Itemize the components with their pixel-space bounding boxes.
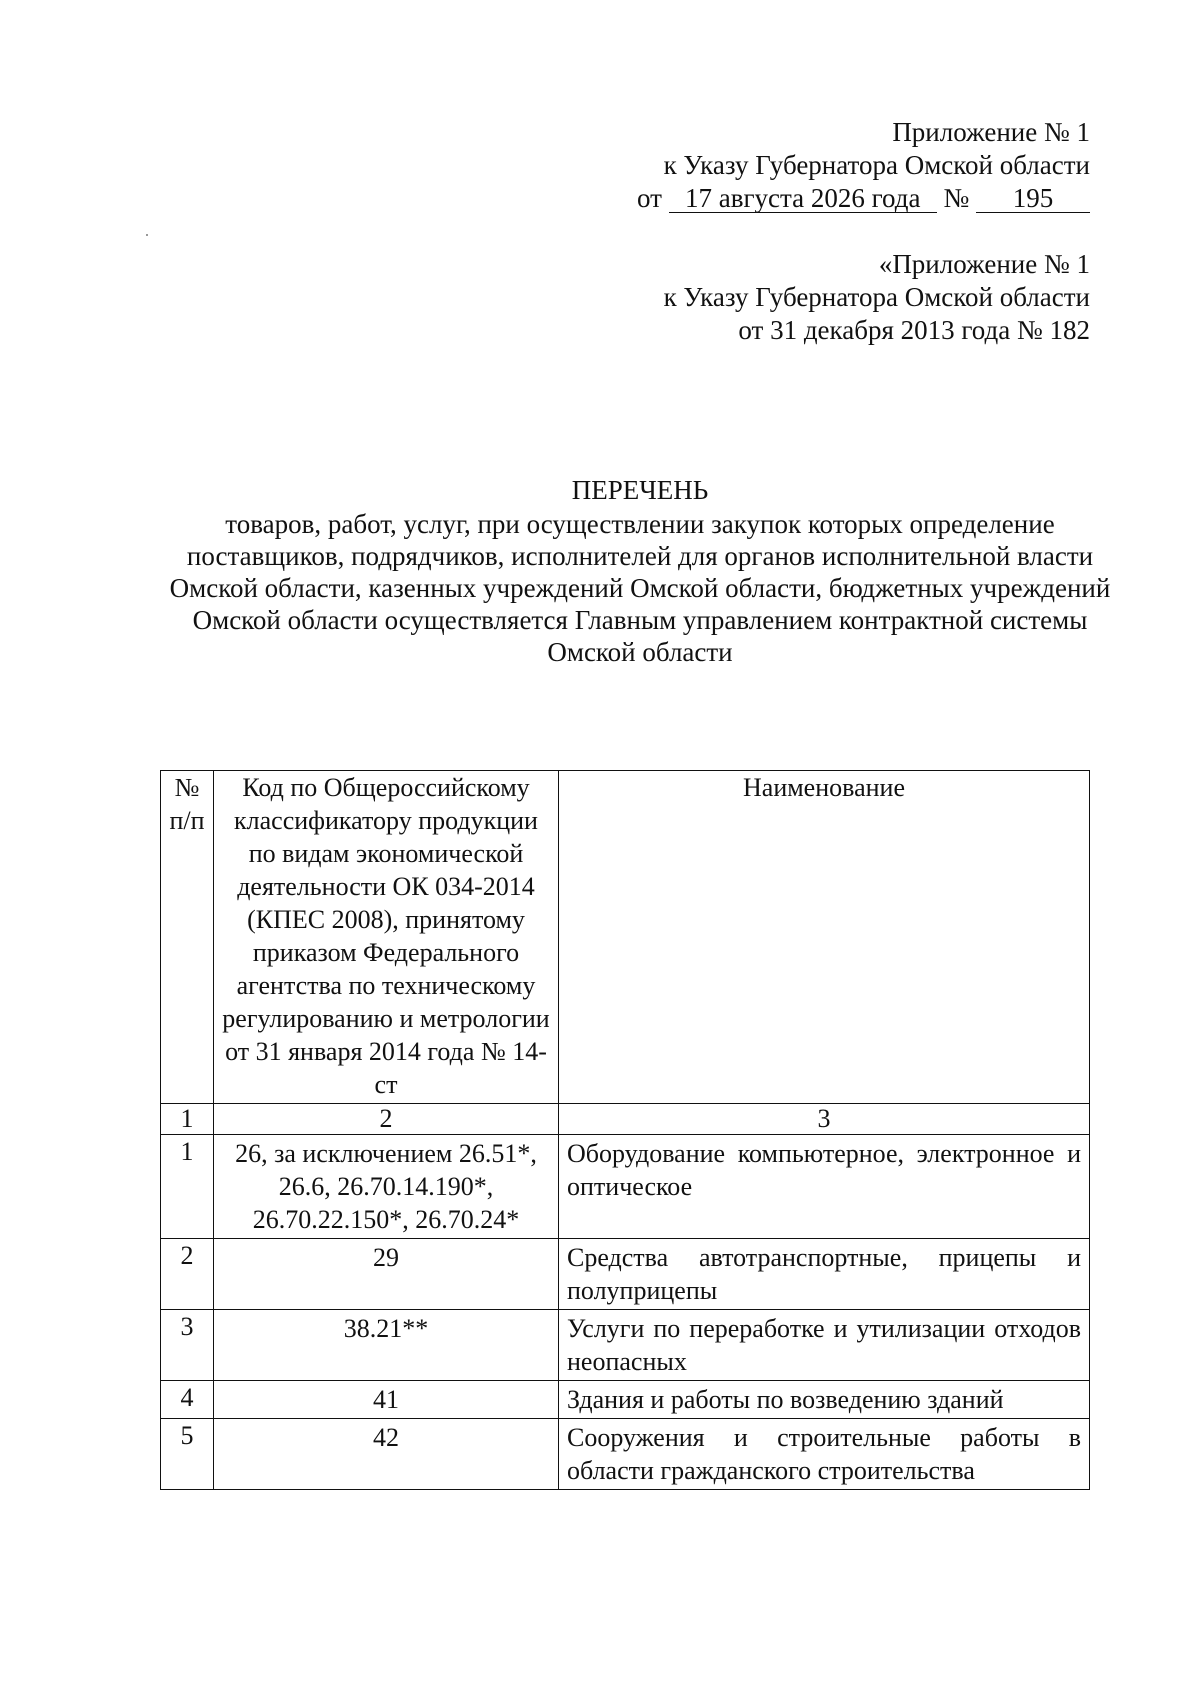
number-label: № — [943, 183, 970, 213]
column-number: 3 — [559, 1104, 1090, 1135]
row-name: Услуги по переработке и утилизации отходов неопасных — [559, 1310, 1090, 1381]
header-name: Наименование — [559, 771, 1090, 1104]
decree-number: 195 — [976, 184, 1090, 213]
table-row — [161, 1419, 1090, 1490]
table-row — [161, 1310, 1090, 1381]
table-row — [161, 1135, 1090, 1239]
title-caption: ПЕРЕЧЕНЬ — [571, 475, 709, 505]
appendix-date-line — [637, 182, 1090, 215]
row-code: 41 — [214, 1381, 559, 1419]
document-title — [150, 474, 1130, 668]
appendix-title: Приложение № 1 — [892, 117, 1090, 147]
column-number: 1 — [161, 1104, 214, 1135]
table-row — [161, 1381, 1090, 1419]
row-number: 3 — [161, 1310, 214, 1381]
previous-appendix-header — [664, 248, 1090, 347]
goods-table — [160, 770, 1090, 1490]
header-number: № п/п — [161, 771, 214, 1104]
row-name: Средства автотранспортные, прицепы и полуприцепы — [559, 1239, 1090, 1310]
row-name: Сооружения и строительные работы в области гражданского строительства — [559, 1419, 1090, 1490]
previous-appendix-decree-ref: к Указу Губернатора Омской области — [663, 282, 1090, 312]
row-name: Здания и работы по возведению зданий — [559, 1381, 1090, 1419]
title-text: товаров, работ, услуг, при осуществлении закупок которых определение поставщиков, подрядчиков, исполнителей для органов исполнительной власти Омской области, казенных учреждений Омской области, бюджетных учреждений Омской области осуществляется Главным управлением контрактной системы Омской области — [169, 509, 1111, 667]
row-name: Оборудование компьютерное, электронное и оптическое — [559, 1135, 1090, 1239]
row-number: 2 — [161, 1239, 214, 1310]
previous-appendix-date: от 31 декабря 2013 года № 182 — [738, 315, 1090, 345]
row-number: 1 — [161, 1135, 214, 1239]
row-code: 38.21** — [214, 1310, 559, 1381]
appendix-decree-ref: к Указу Губернатора Омской области — [663, 150, 1090, 180]
column-number-row — [161, 1104, 1090, 1135]
from-label: от — [637, 183, 662, 213]
scan-speck — [146, 234, 148, 236]
row-number: 5 — [161, 1419, 214, 1490]
row-code: 26, за исключением 26.51*, 26.6, 26.70.14.190*, 26.70.22.150*, 26.70.24* — [214, 1135, 559, 1239]
appendix-header — [637, 116, 1090, 215]
column-number: 2 — [214, 1104, 559, 1135]
table-header-row — [161, 771, 1090, 1104]
row-number: 4 — [161, 1381, 214, 1419]
previous-appendix-title: «Приложение № 1 — [878, 249, 1090, 279]
row-code: 42 — [214, 1419, 559, 1490]
row-code: 29 — [214, 1239, 559, 1310]
header-code: Код по Общероссийскому классификатору продукции по видам экономической деятельности ОК 034-2014 (КПЕС 2008), принятому приказом Федерального агентства по техническому регулированию и метрологии от 31 января 2014 года № 14-ст — [214, 771, 559, 1104]
decree-date: 17 августа 2026 года — [669, 184, 937, 213]
table-row — [161, 1239, 1090, 1310]
